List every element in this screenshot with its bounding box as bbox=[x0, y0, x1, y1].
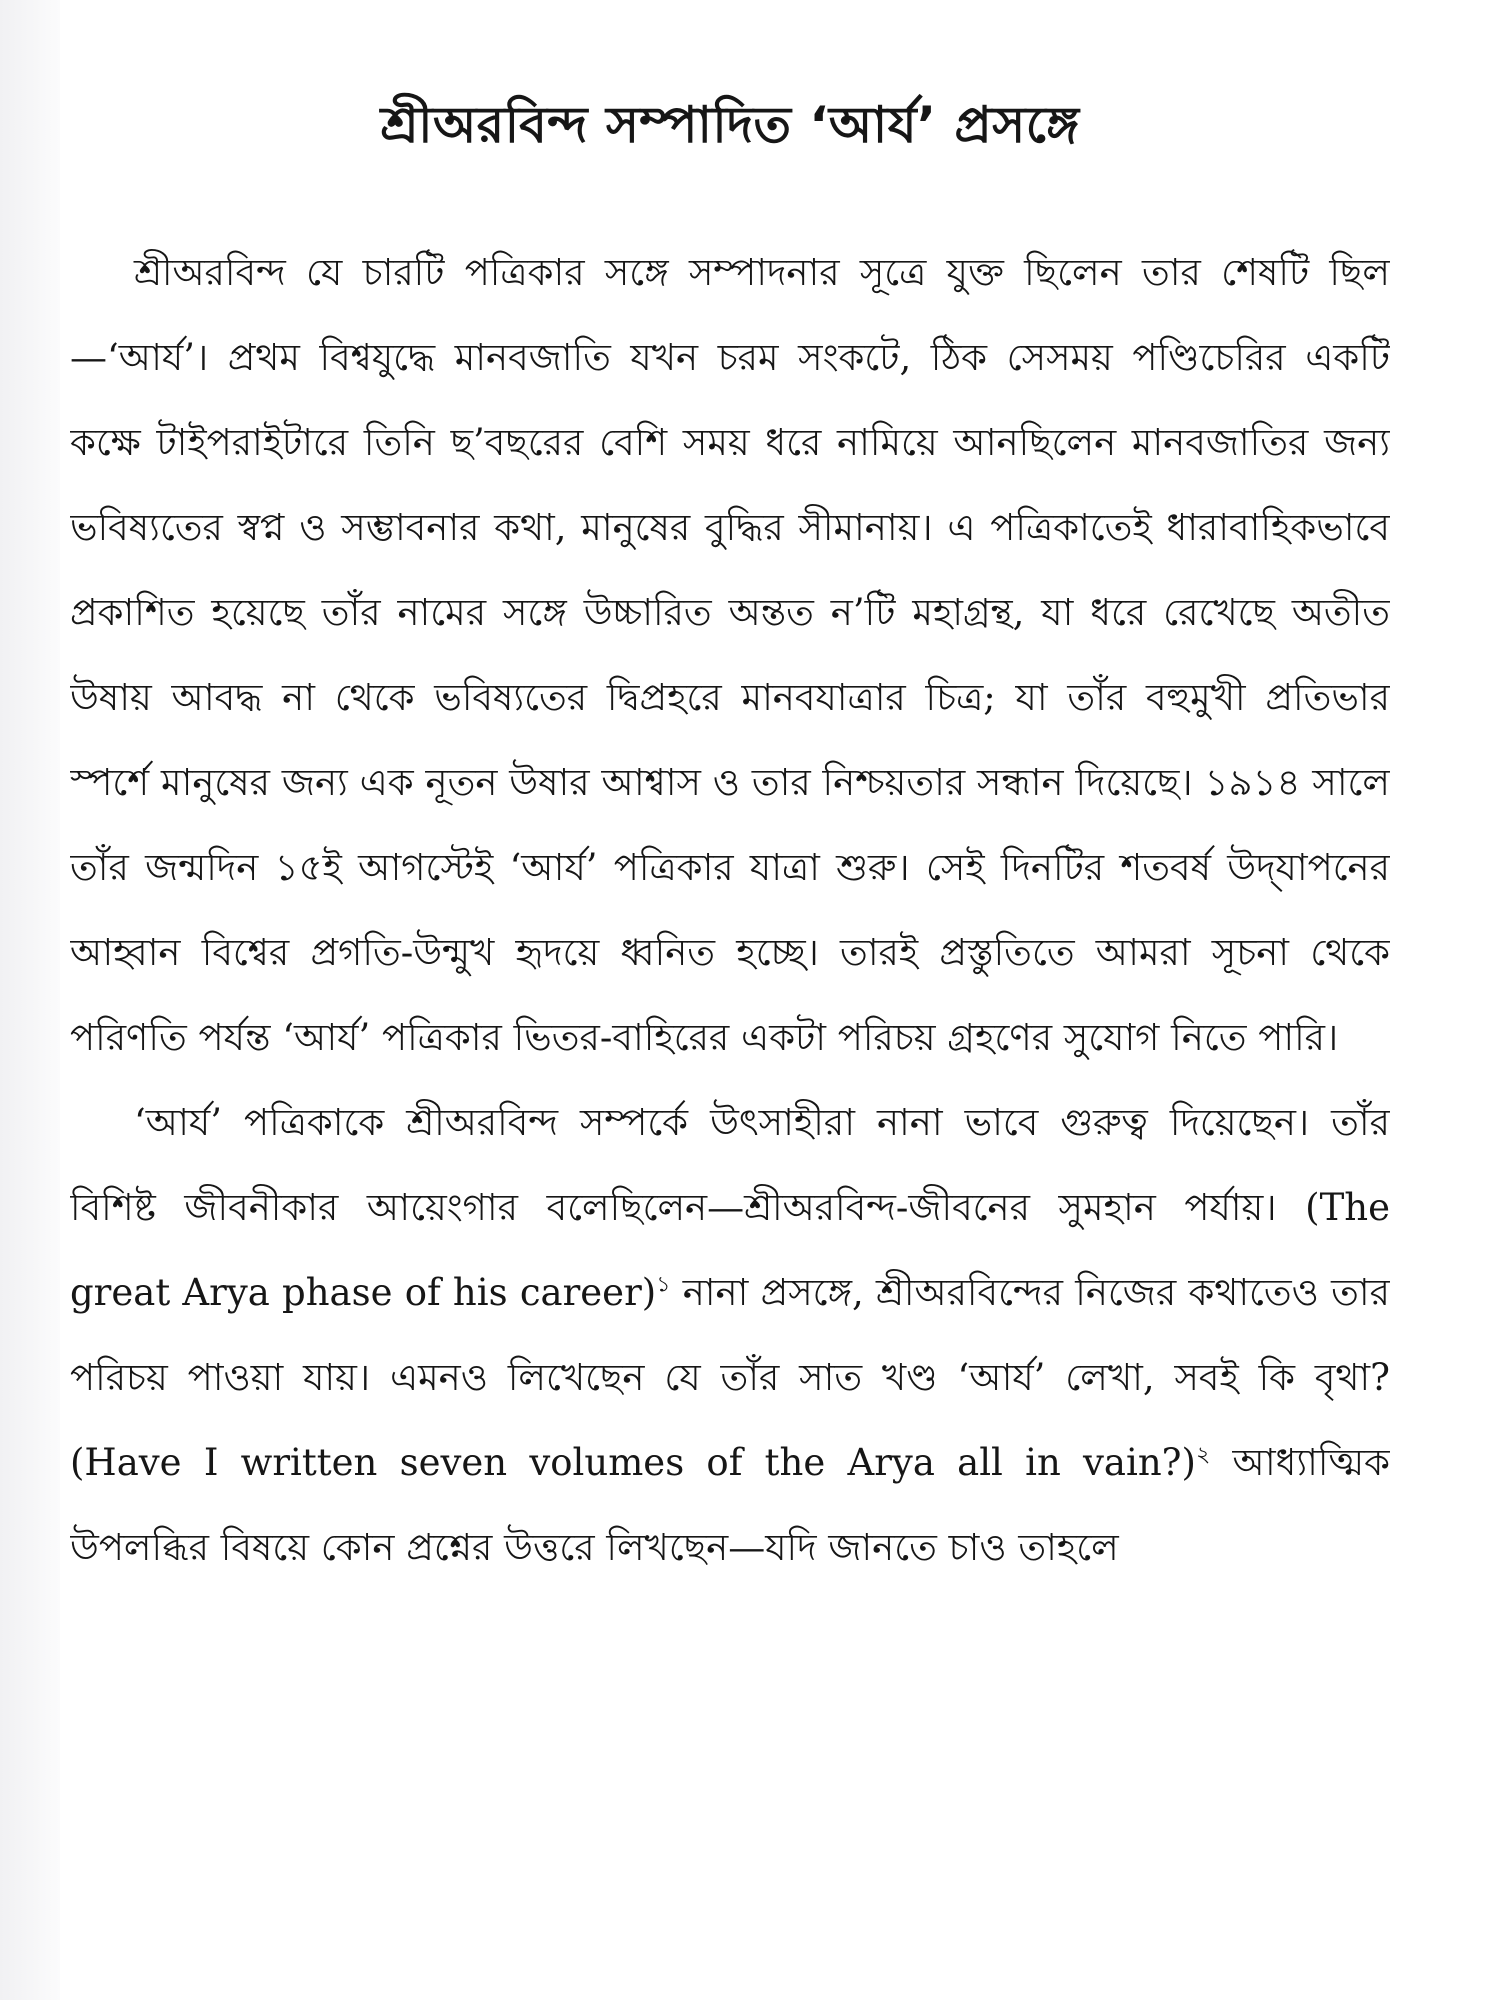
paragraph-2-text-3: আধ্যাত্মিক উপলব্ধির বিষয়ে কোন প্রশ্নের উত্তরে লিখছেন—যদি জানতে চাও তাহলে bbox=[70, 1441, 1390, 1569]
body-paragraph-1: শ্রীঅরবিন্দ যে চারটি পত্রিকার সঙ্গে সম্পাদনার সূত্রে যুক্ত ছিলেন তার শেষটি ছিল—‘আর্য’। প্রথম বিশ্বযুদ্ধে মানবজাতি যখন চরম সংকটে, ঠিক সেসময় পণ্ডিচেরির একটি কক্ষে টাইপরাইটারে তিনি ছ’বছরের বেশি সময় ধরে নামিয়ে আনছিলেন মানবজাতির জন্য ভবিষ্যতের স্বপ্ন ও সম্ভাবনার কথা, মানুষের বুদ্ধির সীমানায়। এ পত্রিকাতেই ধারাবাহিকভাবে প্রকাশিত হয়েছে তাঁর নামের সঙ্গে উচ্চারিত অন্তত ন’টি মহাগ্রন্থ, যা ধরে রেখেছে অতীত উষায় আবদ্ধ না থেকে ভবিষ্যতের দ্বিপ্রহরে মানবযাত্রার চিত্র; যা তাঁর বহুমুখী প্রতিভার স্পর্শে মানুষের জন্য এক নূতন উষার আশ্বাস ও তার নিশ্চয়তার সন্ধান দিয়েছে। ১৯১৪ সালে তাঁর জন্মদিন ১৫ই আগস্টেই ‘আর্য’ পত্রিকার যাত্রা শুরু। সেই দিনটির শতবর্ষ উদ্‌যাপনের আহ্বান বিশ্বের প্রগতি-উন্মুখ হৃদয়ে ধ্বনিত হচ্ছে। তারই প্রস্তুতিতে আমরা সূচনা থেকে পরিণতি পর্যন্ত ‘আর্য’ পত্রিকার ভিতর-বাহিরের একটা পরিচয় গ্রহণের সুযোগ নিতে পারি। bbox=[70, 251, 1390, 1059]
body-paragraph-2 bbox=[70, 1080, 1390, 1590]
paragraph-2-text-1: ‘আর্য’ পত্রিকাকে শ্রীঅরবিন্দ সম্পর্কে উৎসাহীরা নানা ভাবে গুরুত্ব দিয়েছেন। তাঁর বিশিষ্ট জীবনীকার আয়েংগার বলেছিলেন—শ্রীঅরবিন্দ-জীবনের সুমহান পর্যায়। (The great Arya phase of his career) bbox=[70, 1101, 1390, 1314]
footnote-marker-1: ১ bbox=[656, 1272, 671, 1298]
page-edge-shadow bbox=[0, 0, 60, 2000]
book-page bbox=[70, 90, 1390, 1980]
chapter-title: শ্রীঅরবিন্দ সম্পাদিত ‘আর্য’ প্রসঙ্গে bbox=[380, 96, 1080, 154]
paragraph-2-text-2: নানা প্রসঙ্গে, শ্রীঅরবিন্দের নিজের কথাতেও তার পরিচয় পাওয়া যায়। এমনও লিখেছেন যে তাঁর সাত খণ্ড ‘আর্য’ লেখা, সবই কি বৃথা? (Have I written seven volumes of the Arya all in vain?) bbox=[70, 1271, 1390, 1484]
footnote-marker-2: ২ bbox=[1195, 1442, 1211, 1468]
